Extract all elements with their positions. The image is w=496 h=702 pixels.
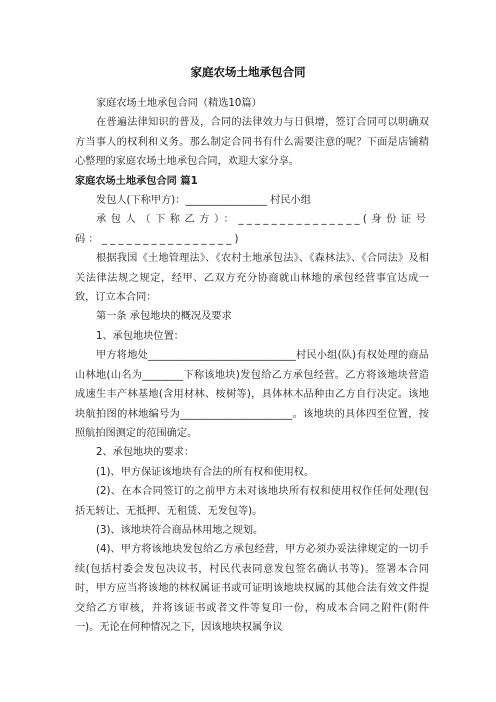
paragraph-intro-title: 家庭农场土地承包合同（精选10篇） <box>96 98 262 109</box>
requirement-3: (3)、该地块符合商品林用地之规划。 <box>96 524 264 536</box>
requirement-4: (4)、甲方将该地块发包给乙方承包经营，甲方必须办妥法律规定的一切手续(包括村委会发包决议书，村民代表同意发包签名确认书等)。签署本合同时，甲方应当将该地的林权属证书或可证明该地块权属的其他合法有效文件提交给乙方审核，并将该证书或者文件等复印一份，构成本合同之附件(附件一)。无论在何种情况之下，因该地块权属争议 <box>75 544 429 633</box>
item-requirements-heading: 2、承包地块的要求： <box>96 447 195 459</box>
section-heading: 家庭农场土地承包合同 篇1 <box>75 175 198 187</box>
document-body <box>75 94 429 637</box>
article-one-heading: 第一条 承包地块的概况及要求 <box>96 311 232 323</box>
paragraph-intro: 在普遍法律知识的普及，合同的法律效力与日俱增，签订合同可以明确双方当事人的权利和义务。那么制定合同书有什么需要注意的呢？下面是店铺精心整理的家庭农场土地承包合同，欢迎大家分享。 <box>75 117 429 168</box>
party-b-line: 承包人（下称乙方）：_______________(身份证号码：________________) <box>75 214 429 245</box>
party-a-line: 发包人(下称甲方)：________________ 村民小组 <box>96 195 311 207</box>
paragraph-location: 甲方将地处_____________________________村民小组(队)有权处理的商品山林地(山名为________下称该地块)发包给乙方承包经营。乙方将该地块营造成速生丰产林基地(含用材林、桉树等)，具体林木品种由乙方自行决定。该地块航拍图的林地编号为______________________。该地块的具体四至位置，按照航拍图测定的范围确定。 <box>75 350 429 439</box>
requirement-2: (2)、在本合同签订的之前甲方未对该地块所有权和使用权作任何处理(包括无转让、无抵押、无租赁、无发包等)。 <box>75 486 429 517</box>
document-title: 家庭农场土地承包合同 <box>190 65 306 79</box>
requirement-1: (1)、甲方保证该地块有合法的所有权和使用权。 <box>96 466 315 478</box>
paragraph-legal-basis: 根据我国《土地管理法》、《农村土地承包法》、《森林法》、《合同法》及相关法律法规之规定，经甲、乙双方充分协商就山林地的承包经营事宜达成一致，订立本合同： <box>75 253 429 304</box>
item-location-heading: 1、承包地块位置： <box>96 330 184 342</box>
